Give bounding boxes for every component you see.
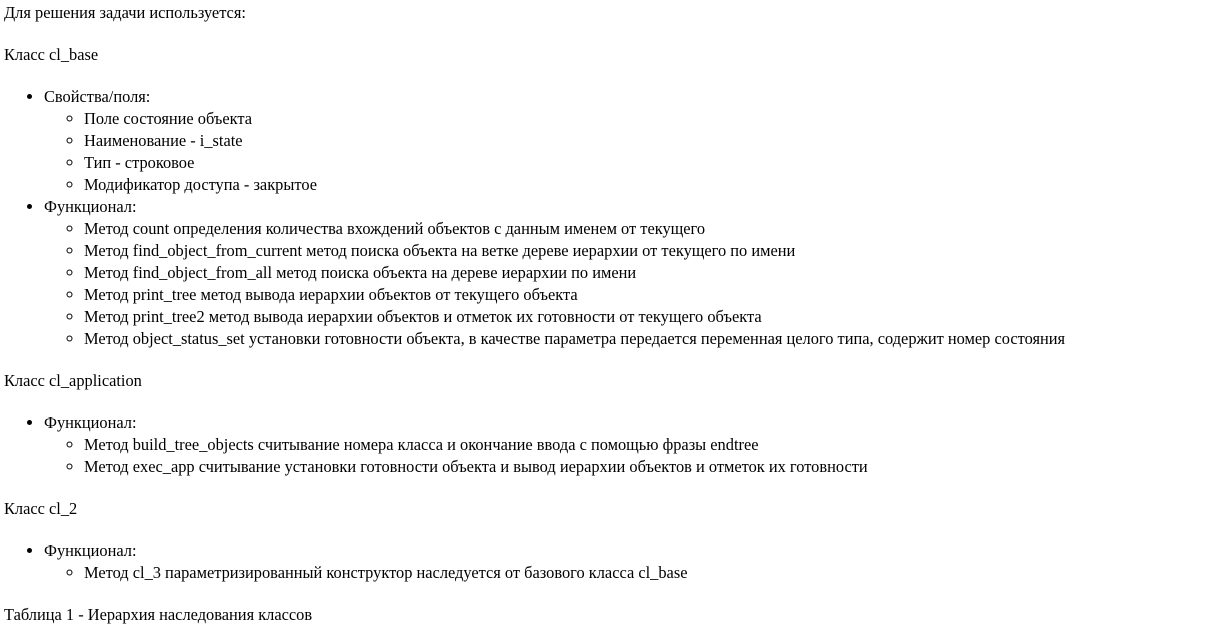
list-item: ◦ Тип - строковое <box>84 152 1213 174</box>
methods-list <box>44 434 1213 478</box>
methods-list <box>44 562 1213 584</box>
list-item: ◦ Наименование - i_state <box>84 130 1213 152</box>
list-item: ◦ Метод find_object_from_all метод поиска объекта на дереве иерархии по имени <box>84 262 1213 284</box>
properties-list <box>44 108 1213 196</box>
group-functionality <box>44 540 1213 584</box>
group-label: Функционал: <box>44 413 137 432</box>
list-item: ◦ Метод print_tree2 метод вывода иерархии объектов и отметок их готовности от текущего объекта <box>84 306 1213 328</box>
list-item: ◦ Метод build_tree_objects считывание номера класса и окончание ввода с помощью фразы endtree <box>84 434 1213 456</box>
group-functionality <box>44 196 1213 350</box>
intro-text: Для решения задачи используется: <box>4 3 246 22</box>
list-item: ◦ Метод print_tree метод вывода иерархии объектов от текущего объекта <box>84 284 1213 306</box>
class-heading-cl-application: Класс cl_application <box>4 371 142 390</box>
class-cl-2-list <box>4 540 1213 584</box>
list-item: ◦ Метод exec_app считывание установки готовности объекта и вывод иерархии объектов и отметок их готовности <box>84 456 1213 478</box>
table-caption: Таблица 1 - Иерархия наследования классов <box>4 605 313 624</box>
list-item: ◦ Метод object_status_set установки готовности объекта, в качестве параметра передается переменная целого типа, содержит номер состояния <box>84 328 1213 350</box>
list-item: ◦ Поле состояние объекта <box>84 108 1213 130</box>
list-item: ◦ Метод cl_3 параметризированный конструктор наследуется от базового класса cl_base <box>84 562 1213 584</box>
class-heading-cl-base: Класс cl_base <box>4 45 99 64</box>
group-properties <box>44 86 1213 196</box>
group-label: Функционал: <box>44 541 137 560</box>
class-heading-cl-2: Класс cl_2 <box>4 499 78 518</box>
methods-list <box>44 218 1213 350</box>
group-functionality <box>44 412 1213 478</box>
class-cl-application-list <box>4 412 1213 478</box>
list-item: ◦ Модификатор доступа - закрытое <box>84 174 1213 196</box>
list-item: ◦ Метод find_object_from_current метод поиска объекта на ветке дереве иерархии от текущего по имени <box>84 240 1213 262</box>
group-label: Свойства/поля: <box>44 87 151 106</box>
group-label: Функционал: <box>44 197 137 216</box>
class-cl-base-list <box>4 86 1213 350</box>
list-item: ◦ Метод count определения количества вхождений объектов с данным именем от текущего <box>84 218 1213 240</box>
